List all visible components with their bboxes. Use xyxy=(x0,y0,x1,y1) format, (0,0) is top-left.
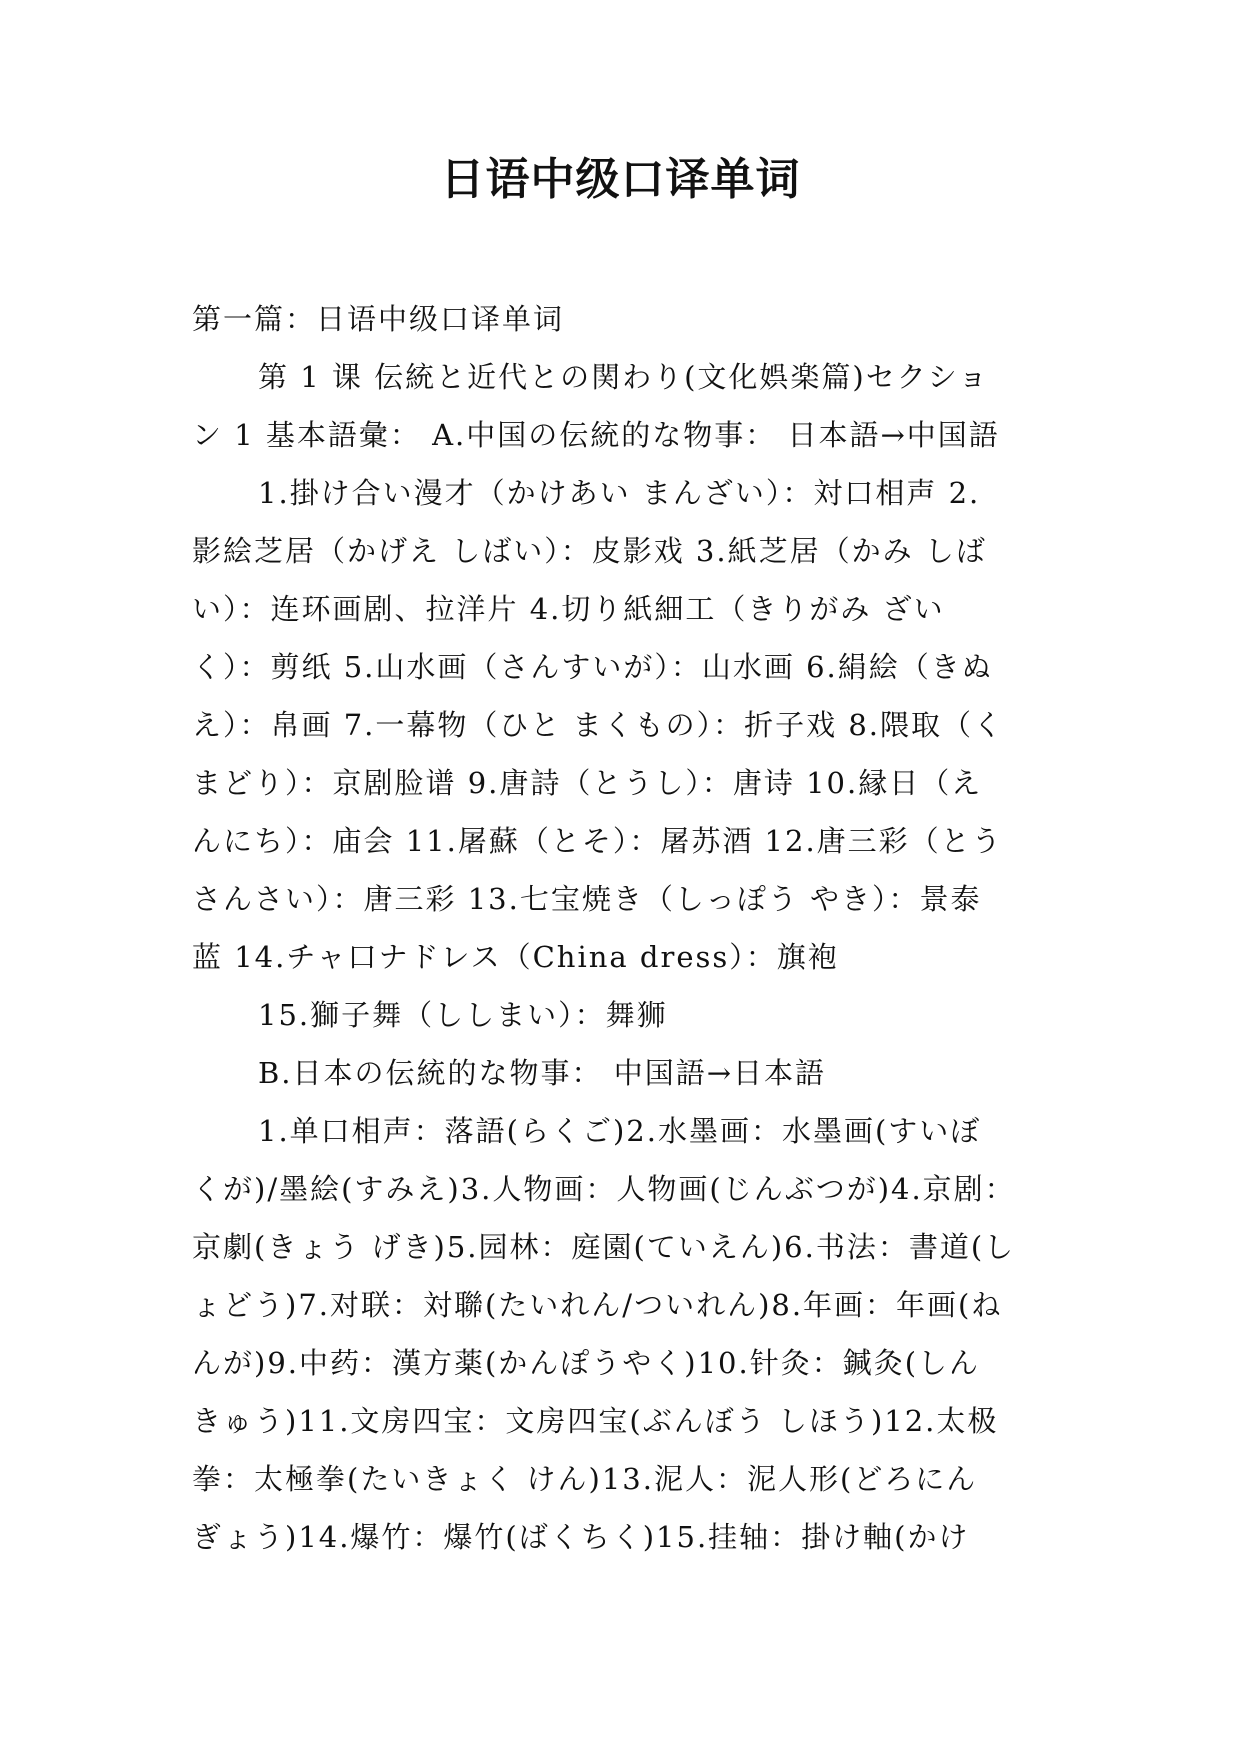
text-line: んにち）：庙会 11.屠蘇（とそ）：屠苏酒 12.唐三彩（とう xyxy=(192,824,1003,858)
text-line: ぎょう)14.爆竹：爆竹(ばくちく)15.挂轴：掛け軸(かけ xyxy=(192,1520,970,1554)
text-line: B.日本の伝統的な物事： 中国語→日本語 xyxy=(258,1056,827,1090)
text-line: 1.单口相声：落語(らくご)2.水墨画：水墨画(すいぼ xyxy=(258,1114,982,1148)
document-title: 日语中级口译单词 xyxy=(440,154,801,205)
text-line: きゅう)11.文房四宝：文房四宝(ぶんぼう しほう)12.太极 xyxy=(192,1404,999,1438)
text-line: 第 1 课 伝統と近代との関わり(文化娯楽篇)セクショ xyxy=(258,360,990,394)
text-line: 1.掛け合い漫才（かけあい まんざい）：対口相声 2. xyxy=(258,476,981,510)
text-line: まどり）：京剧脸谱 9.唐詩（とうし）：唐诗 10.縁日（え xyxy=(192,766,983,800)
text-line: んが)9.中药：漢方薬(かんぽうやく)10.针灸：鍼灸(しん xyxy=(192,1346,981,1380)
text-segment: （China dress）：旗袍 xyxy=(501,940,839,974)
text-line: 15.獅子舞（ししまい）：舞狮 xyxy=(258,998,668,1032)
text-line: 拳：太極拳(たいきょく けん)13.泥人：泥人形(どろにん xyxy=(192,1462,978,1496)
text-line: 影絵芝居（かげえ しばい）：皮影戏 3.紙芝居（かみ しば xyxy=(192,534,987,568)
text-line: ン 1 基本語彙： A.中国の伝統的な物事： 日本語→中国語 xyxy=(192,418,1000,452)
document-body xyxy=(192,290,1050,1566)
text-line: 京劇(きょう げき)5.园林：庭園(ていえん)6.书法：書道(し xyxy=(192,1230,1016,1264)
text-segment-sans: チャ口ナドレス xyxy=(286,940,502,974)
text-line: さんさい）：唐三彩 13.七宝焼き（しっぽう やき）：景泰 xyxy=(192,882,982,916)
text-line: くが)/墨絵(すみえ)3.人物画：人物画(じんぶつが)4.京剧： xyxy=(192,1172,1016,1206)
text-line: え）：帛画 7.一幕物（ひと まくもの）：折子戏 8.隈取（く xyxy=(192,708,1004,742)
text-line-mixed xyxy=(192,928,1050,986)
text-line: い）：连环画剧、拉洋片 4.切り紙細工（きりがみ ざい xyxy=(192,592,945,626)
text-line: く）：剪纸 5.山水画（さんすいが）：山水画 6.絹絵（きぬ xyxy=(192,650,993,684)
text-line: 第一篇：日语中级口译单词 xyxy=(192,302,565,336)
text-segment: 蓝 14. xyxy=(192,940,287,974)
text-line: ょどう)7.对联：対聯(たいれん/ついれん)8.年画：年画(ね xyxy=(192,1288,1003,1322)
